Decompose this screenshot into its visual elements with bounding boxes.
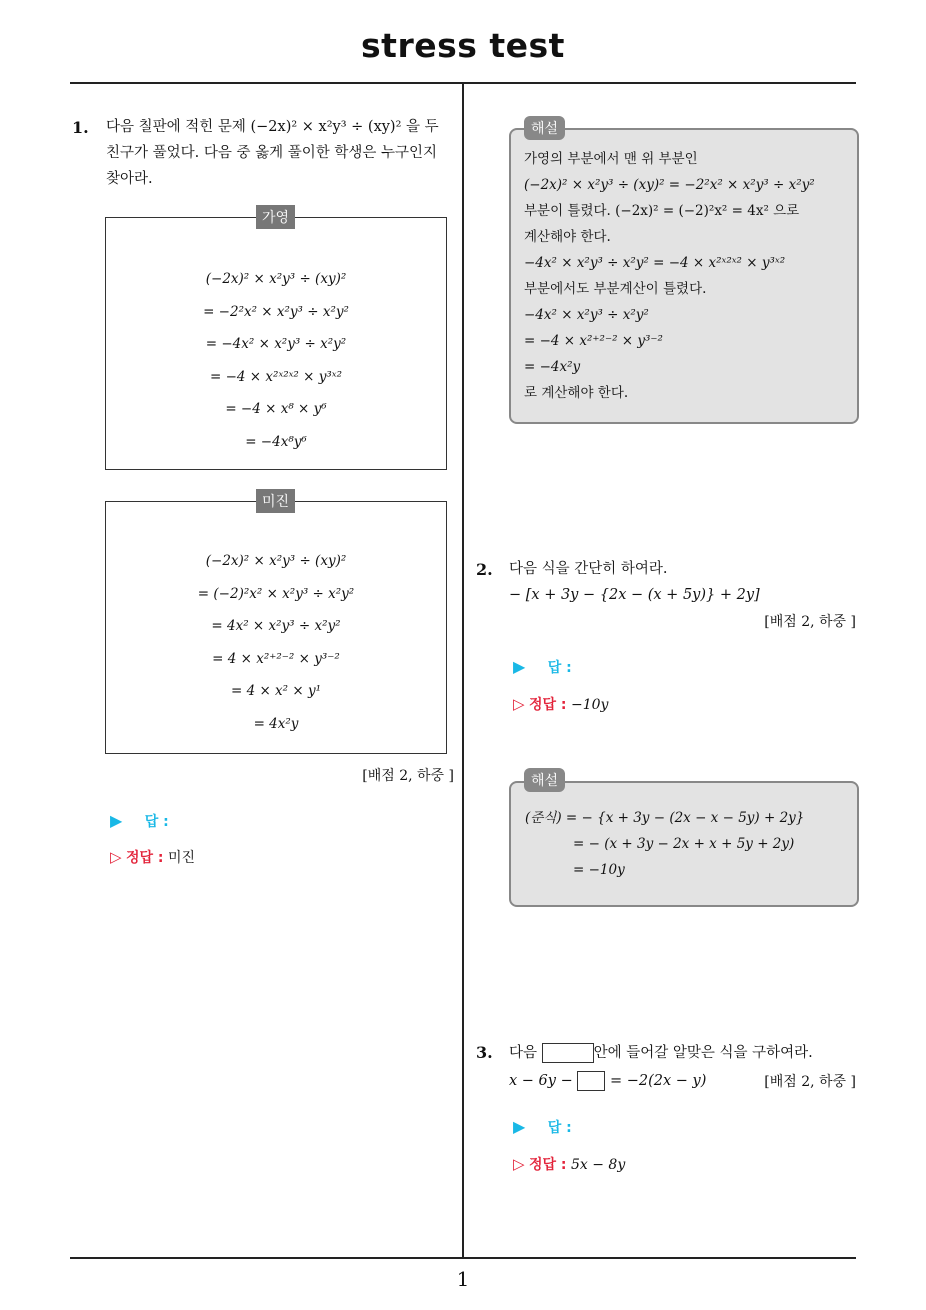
blackboard-solution-box (105, 217, 447, 470)
correct-answer-label: 정답 : (529, 1157, 567, 1173)
equation-line: = 4 × x²⁺²⁻² × y³⁻² (212, 650, 340, 667)
equation-line: (−2x)² × x²y³ ÷ (xy)² (205, 553, 347, 569)
question-text-line: 다음 칠판에 적힌 문제 (−2x)² × x²y³ ÷ (xy)² 을 두 (106, 119, 439, 135)
explanation-line: = − (x + 3y − 2x + x + 5y + 2y) (573, 836, 795, 852)
correct-answer (110, 847, 195, 867)
explanation-text (525, 805, 849, 883)
explanation-line: 부분에서도 부분계산이 틀렸다. (524, 281, 707, 297)
play-icon: ▶ (110, 811, 123, 830)
footer-rule (70, 1257, 856, 1259)
equation-line: (−2x)² × x²y³ ÷ (xy)² (205, 271, 347, 287)
explanation-box (509, 781, 859, 907)
answer-field[interactable] (110, 811, 169, 831)
answer-label: 답 : (144, 814, 169, 830)
score-info: [배점 2, 하중 ] (764, 1074, 856, 1090)
answer-field[interactable] (513, 1117, 572, 1137)
correct-answer-value: 미진 (167, 850, 196, 866)
column-divider (462, 83, 464, 1258)
explanation-line: = −4 × x²⁺²⁻² × y³⁻² (524, 333, 663, 349)
question-text-line: 친구가 풀었다. 다음 중 옳게 풀이한 학생은 누구인지 (106, 145, 438, 161)
expression-right: = −2(2x − y) (609, 1073, 707, 1089)
equation-line: = 4x² × x²y³ ÷ x²y² (211, 618, 341, 634)
equation-line: = −4x² × x²y³ ÷ x²y² (205, 336, 347, 352)
solution-lines (106, 263, 446, 458)
question-text-before: 다음 (509, 1045, 538, 1061)
explanation-label: 해설 (524, 768, 565, 792)
page-number: 1 (456, 1267, 470, 1291)
equation-line: = 4x²y (253, 715, 299, 732)
student-label: 가영 (256, 205, 295, 229)
score-info: [배점 2, 하중 ] (764, 614, 856, 630)
equation-line: = −4x⁸y⁶ (245, 433, 307, 450)
outline-triangle-icon: ▷ (110, 848, 122, 866)
solution-lines (106, 545, 446, 740)
question-text (509, 1040, 813, 1066)
blank-box (542, 1043, 594, 1063)
explanation-line: = −10y (573, 862, 625, 878)
outline-triangle-icon: ▷ (513, 1155, 525, 1173)
correct-answer (513, 1154, 625, 1174)
correct-answer-value: −10y (570, 697, 609, 713)
blank-box (577, 1071, 605, 1091)
blackboard-solution-box (105, 501, 447, 754)
equation-line: = −4 × x²ˣ²ˣ² × y³ˣ² (210, 368, 342, 385)
equation-line: = −4 × x⁸ × y⁶ (225, 401, 327, 417)
explanation-line: (−2x)² × x²y³ ÷ (xy)² = −2²x² × x²y³ ÷ x²y² (524, 177, 815, 193)
explanation-line: 로 계산해야 한다. (524, 385, 629, 401)
explanation-line: −4x² × x²y³ ÷ x²y² (524, 307, 649, 323)
correct-answer-value: 5x − 8y (570, 1157, 626, 1173)
page-title: stress test (361, 26, 565, 65)
question-text: 다음 식을 간단히 하여라. (509, 561, 668, 577)
play-icon: ▶ (513, 1117, 526, 1136)
equation-line: = −2²x² × x²y³ ÷ x²y² (203, 303, 349, 320)
explanation-line: = −4x²y (524, 359, 581, 375)
question-expression: − [x + 3y − {2x − (x + 5y)} + 2y] (509, 587, 760, 603)
correct-answer-label: 정답 : (126, 850, 164, 866)
question-number: 1. (72, 118, 89, 137)
question-number: 2. (476, 560, 493, 579)
answer-label: 답 : (547, 660, 572, 676)
question-text (106, 114, 456, 192)
question-text-after: 안에 들어갈 알맞은 식을 구하여라. (593, 1045, 813, 1061)
explanation-label: 해설 (524, 116, 565, 140)
equation-line: = (−2)²x² × x²y³ ÷ x²y² (197, 585, 355, 602)
correct-answer (513, 694, 608, 714)
outline-triangle-icon: ▷ (513, 695, 525, 713)
play-icon: ▶ (513, 657, 526, 676)
student-label: 미진 (256, 489, 295, 513)
question-number: 3. (476, 1043, 493, 1062)
answer-field[interactable] (513, 657, 572, 677)
explanation-line: (준식) = − {x + 3y − (2x − x − 5y) + 2y} (525, 810, 805, 826)
explanation-box (509, 128, 859, 424)
explanation-text (524, 146, 847, 406)
score-info: [배점 2, 하중 ] (362, 768, 454, 784)
question-expression (509, 1068, 706, 1094)
answer-label: 답 : (547, 1120, 572, 1136)
explanation-line: 가영의 부분에서 맨 위 부분인 (524, 151, 698, 167)
correct-answer-label: 정답 : (529, 697, 567, 713)
explanation-line: −4x² × x²y³ ÷ x²y² = −4 × x²ˣ²ˣ² × y³ˣ² (524, 255, 786, 271)
explanation-line: 부분이 틀렸다. (−2x)² = (−2)²x² = 4x² 으로 (524, 203, 800, 219)
explanation-line: 계산해야 한다. (524, 229, 611, 245)
question-text-line: 찾아라. (106, 171, 153, 187)
expression-left: x − 6y − (509, 1073, 573, 1089)
equation-line: = 4 × x² × y¹ (230, 683, 322, 699)
